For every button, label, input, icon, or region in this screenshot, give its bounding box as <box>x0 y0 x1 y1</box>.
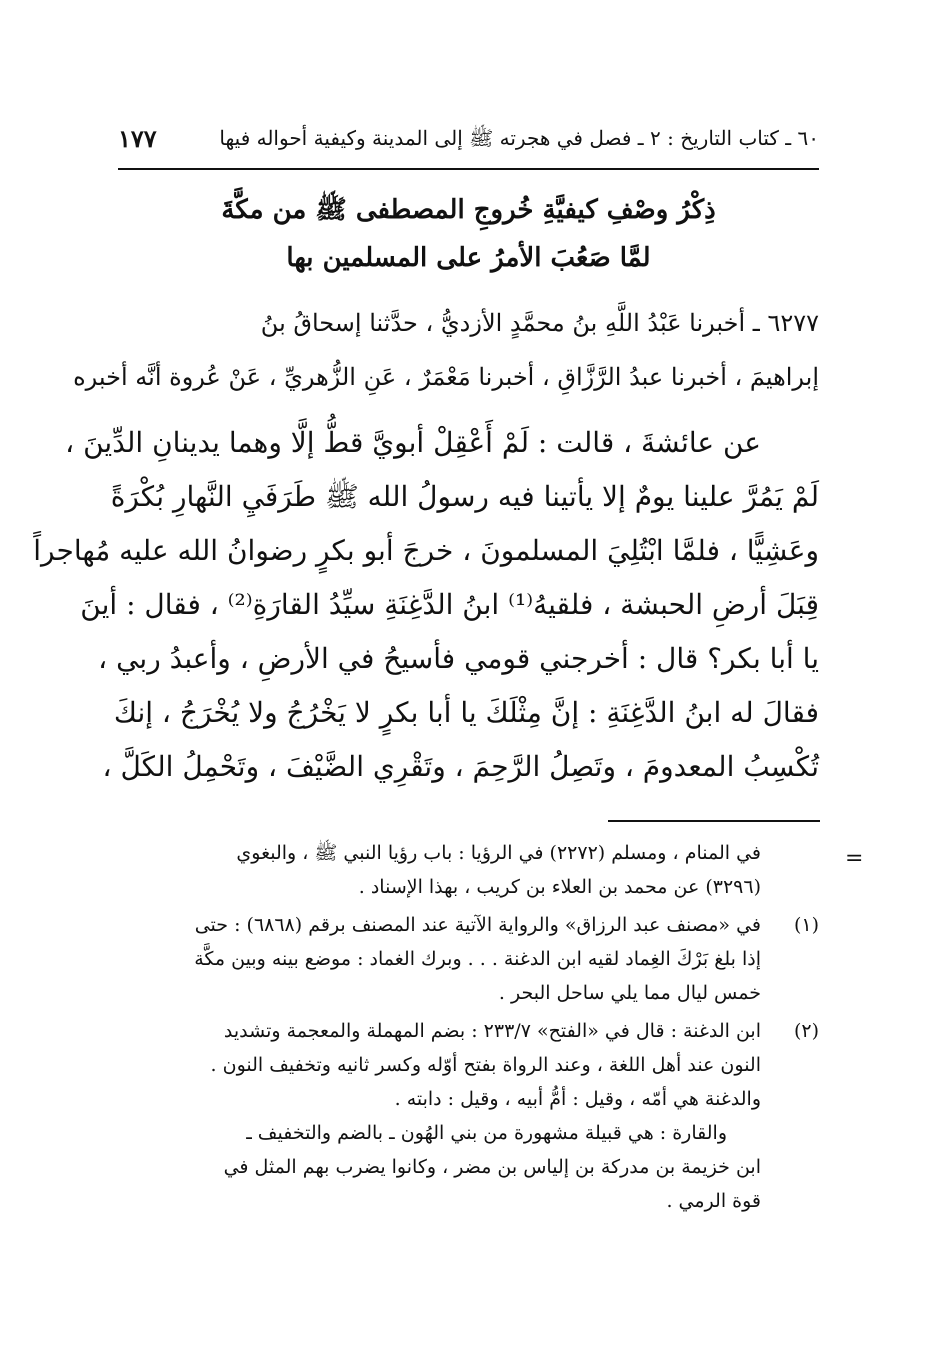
footnote-marker: (١) <box>793 914 819 936</box>
footnote-line: والقارة : هي قبيلة مشهورة من بني الهُون ـ بالضم والتخفيف ـ <box>246 1122 727 1144</box>
footnote-line: خمس ليال مما يلي ساحل البحر . <box>498 982 761 1004</box>
continuation-mark: = <box>845 846 864 871</box>
matn-line: تُكْسِبُ المعدومَ ، وتَصِلُ الرَّحِمَ ، وتَقْرِي الضَّيْفَ ، وتَحْمِلُ الكَلَّ ، <box>102 750 819 783</box>
matn-line: فقالَ له ابنُ الدَّغِنَةِ : إنَّ مِثْلَكَ يا أبا بكرٍ لا يَخْرُجُ ولا يُخْرَجُ ، إنكَ <box>113 696 819 729</box>
matn-line: قِبَلَ أرضِ الحبشة ، فلقيهُ⁽¹⁾ ابنُ الدَّغِنَةِ سيِّدُ القارَةِ⁽²⁾ ، فقال : أينَ <box>80 588 819 621</box>
title-line-2: لمَّا صَعُبَ الأمرُ على المسلمين بها <box>286 243 651 273</box>
footnote-line: ابن الدغنة : قال في «الفتح» ٢٣٣/٧ : بضم المهملة والمعجمة وتشديد <box>223 1020 761 1042</box>
page-number: ١٧٧ <box>118 124 157 153</box>
title-line-1: ذِكْرُ وصْفِ كيفيَّةِ خُروجِ المصطفى ﷺ من مكَّةَ <box>221 195 716 225</box>
page-header <box>118 122 819 158</box>
header-divider <box>118 168 819 170</box>
footnote-line: قوة الرمي . <box>666 1190 761 1212</box>
isnad-line: ٦٢٧٧ ـ أخبرنا عَبْدُ اللَّهِ بنُ محمَّدٍ الأزديُّ ، حدَّثنا إسحاقُ بنُ <box>260 309 819 337</box>
footnote-line: النون عند أهل اللغة ، وعند الرواة بفتح أوّله وكسر ثانيه وتخفيف النون . <box>210 1054 761 1076</box>
footnote-line: والدغنة هي أمّه ، وقيل : أمُّ أبيه ، وقيل : دابته . <box>394 1088 761 1110</box>
running-title: ٦٠ ـ كتاب التاريخ : ٢ ـ فصل في هجرته ﷺ إلى المدينة وكيفية أحواله فيها <box>219 126 819 150</box>
matn-line: لَمْ يَمُرَّ علينا يومٌ إلا يأتينا فيه رسولُ الله ﷺ طَرَفَيِ النَّهارِ بُكْرَةً <box>110 480 819 513</box>
matn-line: وعَشِيًّا ، فلمَّا ابْتُلِيَ المسلمونَ ، خرجَ أبو بكرٍ رضوانُ الله عليه مُهاجراً <box>33 534 819 567</box>
section-title <box>118 186 819 282</box>
footnote-line: في «مصنف عبد الرزاق» والرواية الآتية عند المصنف برقم (٦٨٦٨) : حتى <box>194 914 761 936</box>
hadith-isnad <box>73 296 819 404</box>
footnote-divider <box>608 820 820 822</box>
footnote-1 <box>130 908 819 1010</box>
footnote-continuation <box>130 836 819 904</box>
footnote-line: في المنام ، ومسلم (٢٢٧٢) في الرؤيا : باب رؤيا النبي ﷺ ، والبغوي <box>236 842 761 864</box>
footnote-line: إذا بلغ بَرْكَ الغِماد لقيه ابن الدغنة . . . وبرك الغماد : موضع بينه وبين مكَّة <box>194 948 761 970</box>
footnote-2 <box>130 1014 819 1218</box>
matn-line: عن عائشةَ ، قالت : لَمْ أَعْقِلْ أبويَّ قطُّ إلَّا وهما يدينانِ الدِّينَ ، <box>65 426 761 459</box>
footnotes <box>130 836 819 1222</box>
footnote-line: ابن خزيمة بن مدركة بن إلياس بن مضر ، وكانوا يضرب بهم المثل في <box>223 1156 761 1178</box>
isnad-line: إبراهيمَ ، أخبرنا عبدُ الرَّزَّاقِ ، أخبرنا مَعْمَرٌ ، عَنِ الزُّهريِّ ، عَنْ عُروة أنَّه أخبره <box>73 363 819 391</box>
hadith-matn <box>33 416 819 794</box>
matn-line: يا أبا بكر؟ قال : أخرجني قومي فأسيحُ في الأرضِ ، وأعبدُ ربي ، <box>98 642 819 675</box>
footnote-line: (٣٢٩٦) عن محمد بن العلاء بن كريب ، بهذا الإسناد . <box>358 876 761 898</box>
footnote-marker: (٢) <box>793 1020 819 1042</box>
